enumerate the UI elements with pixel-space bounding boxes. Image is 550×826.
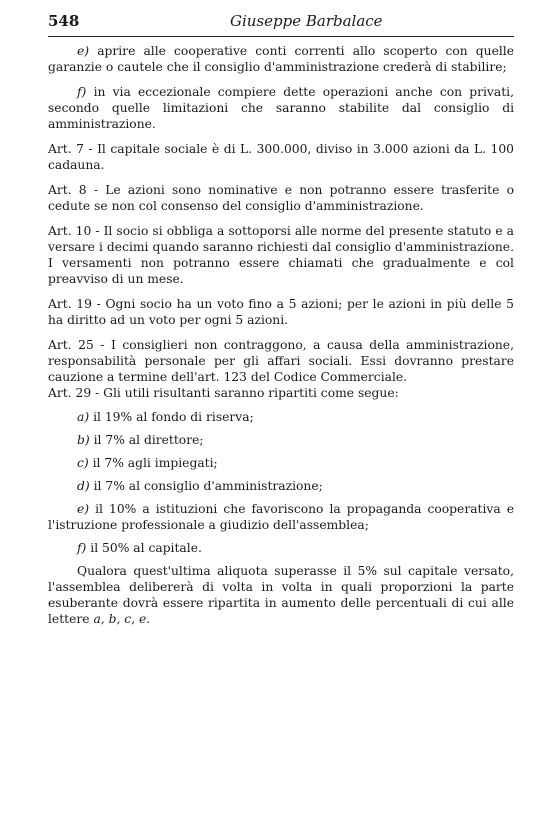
list-item — [77, 478, 514, 494]
item-label: d) — [77, 479, 90, 493]
list-item — [48, 501, 514, 533]
item-label: c) — [77, 456, 89, 470]
paragraph-text: aprire alle cooperative conti correnti allo scoperto con quelle garanzie o cautele che il consiglio d'amministrazione crederà di stabilire; — [48, 44, 514, 74]
closing-text: Qualora quest'ultima aliquota superasse il 5% sul capitale versato, l'assemblea delibererà di volta in volta in quali proporzioni la parte esuberante dovrà essere ripartita in aumento delle percentuali di cui alle lettere — [48, 564, 514, 626]
list-item — [77, 455, 514, 471]
item-label: f) — [77, 541, 87, 555]
page-body — [48, 37, 514, 627]
article-29 — [48, 385, 514, 401]
article-7: Art. 7 - Il capitale sociale è di L. 300.000, diviso in 3.000 azioni da L. 100 cadauna. — [48, 142, 514, 172]
paragraph-f — [48, 84, 514, 132]
paragraph-e — [48, 43, 514, 75]
closing-letters: a, b, c, e. — [93, 612, 151, 626]
item-text: il 7% al direttore; — [93, 433, 204, 447]
closing-paragraph — [48, 563, 514, 627]
page-header — [48, 10, 514, 37]
item-label: e) — [77, 44, 90, 58]
article-25: Art. 25 - I consiglieri non contraggono, a causa della amministrazione, responsabilità personale per gli affari sociali. Essi dovranno prestare cauzione a termine dell'art. 123 del Codice Commerciale. — [48, 338, 514, 384]
item-text: il 7% agli impiegati; — [92, 456, 218, 470]
item-text: il 7% al consiglio d'amministrazione; — [93, 479, 323, 493]
paragraph-text: in via eccezionale compiere dette operazioni anche con privati, secondo quelle limitazioni che saranno stabilite dal consiglio di amministrazione. — [48, 85, 514, 131]
item-label: e) — [77, 502, 90, 516]
article-29-text: Art. 29 - Gli utili risultanti saranno ripartiti come segue: — [48, 386, 399, 400]
item-label: a) — [77, 410, 90, 424]
list-item — [77, 409, 514, 425]
running-head: Giuseppe Barbalace — [230, 12, 383, 30]
list-item — [77, 540, 514, 556]
item-label: b) — [77, 433, 90, 447]
item-text: il 10% a istituzioni che favoriscono la propaganda cooperativa e l'istruzione professionale a giudizio dell'assemblea; — [48, 502, 514, 532]
article-19: Art. 19 - Ogni socio ha un voto fino a 5 azioni; per le azioni in più delle 5 ha diritto ad un voto per ogni 5 azioni. — [48, 297, 514, 327]
list-item — [77, 432, 514, 448]
document-page — [48, 10, 514, 636]
item-text: il 50% al capitale. — [90, 541, 202, 555]
item-text: il 19% al fondo di riserva; — [93, 410, 254, 424]
page-number: 548 — [48, 12, 80, 30]
item-label: f) — [77, 85, 87, 99]
article-8: Art. 8 - Le azioni sono nominative e non potranno essere trasferite o cedute se non col consenso del consiglio d'amministrazione. — [48, 183, 514, 213]
article-10: Art. 10 - Il socio si obbliga a sottoporsi alle norme del presente statuto e a versare i decimi quando saranno richiesti dal consiglio d'amministrazione. I versamenti non potranno essere chiamati che gradualmente e col preavviso di un mese. — [48, 224, 514, 286]
